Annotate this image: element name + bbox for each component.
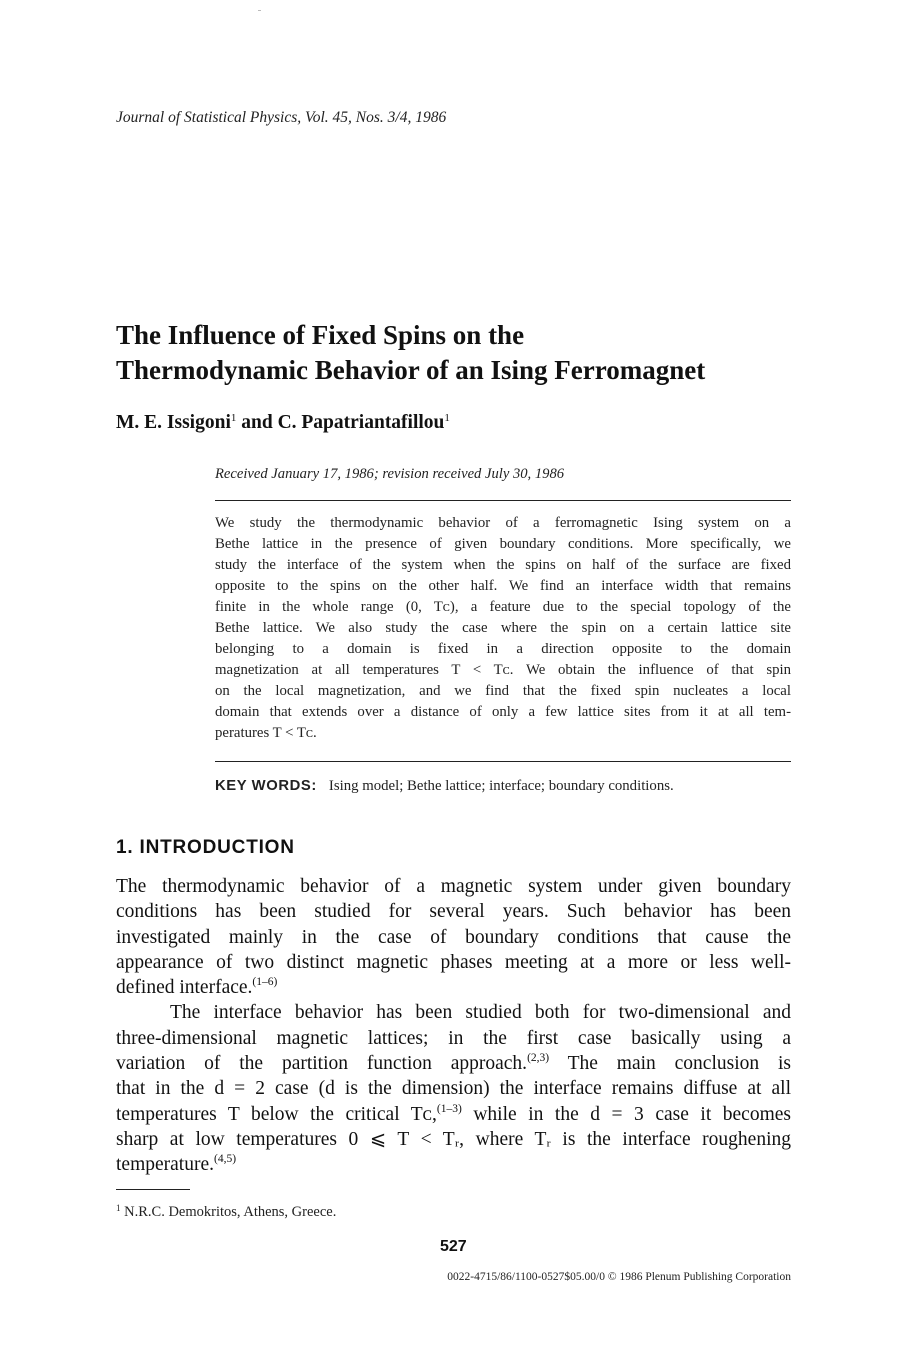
abstract-line: Bethe lattice. We also study the case where the spin on a certain lattice site [215, 620, 791, 636]
received-dates: Received January 17, 1986; revision received July 30, 1986 [215, 466, 565, 482]
body-line: temperatures T below the critical Tᴄ,$^{(1-3)}$ while in the d = 3 case it becomes [116, 1102, 791, 1125]
citation-ref: (1–3) [436, 1102, 462, 1115]
body-line: The interface behavior has been studied both for two-dimensional and [170, 1002, 791, 1024]
citation-ref: (4,5) [214, 1153, 237, 1166]
body-line: investigated mainly in the case of boundary conditions that cause the [116, 926, 791, 948]
journal-citation: Journal of Statistical Physics, Vol. 45, Nos. 3/4, 1986 [116, 109, 447, 126]
key-words [215, 778, 674, 795]
scan-speck [258, 10, 261, 11]
abstract-top-rule [215, 500, 791, 501]
key-words-label: KEY WORDS: [215, 778, 317, 794]
abstract-line: We study the thermodynamic behavior of a ferromagnetic Ising system on a [215, 515, 791, 531]
author-2: C. Papatriantafillou [277, 412, 445, 433]
title-line-2: Thermodynamic Behavior of an Ising Ferromagnet [116, 355, 706, 385]
footnote [116, 1204, 336, 1221]
body-line: The thermodynamic behavior of a magnetic system under given boundary [116, 876, 791, 897]
abstract-line: belonging to a domain is fixed in a direction opposite to the domain [215, 641, 791, 657]
abstract-line: study the interface of the system when the spins on half of the surface are fixed [215, 557, 791, 573]
body-line: that in the d = 2 case (d is the dimension) the interface remains diffuse at all [116, 1078, 791, 1100]
section-heading: 1. INTRODUCTION [116, 837, 295, 858]
author-conjunction: and [241, 412, 273, 433]
title-line-1: The Influence of Fixed Spins on the [116, 320, 525, 350]
abstract [215, 513, 791, 744]
author-list [116, 412, 450, 434]
abstract-line: peratures T < Tᴄ. [215, 725, 317, 741]
page-number: 527 [440, 1238, 467, 1255]
abstract-line: domain that extends over a distance of only a few lattice sites from it at all tem- [215, 704, 791, 720]
copyright-line: 0022-4715/86/1100-0527$05.00/0 © 1986 Plenum Publishing Corporation [447, 1271, 791, 1283]
body-line: appearance of two distinct magnetic phases meeting at a more or less well- [116, 951, 791, 973]
body-line: defined interface.$^{(1-6)}$ [116, 976, 278, 999]
abstract-line: finite in the whole range (0, Tᴄ), a feature due to the special topology of the [215, 599, 791, 615]
paper-title [116, 318, 816, 388]
abstract-line: opposite to the spins on the other half. We find an interface width that remains [215, 578, 791, 594]
footnote-mark: 1 [116, 1203, 121, 1213]
author-1-affiliation-mark: 1 [230, 412, 237, 424]
body-line: conditions has been studied for several years. Such behavior has been [116, 901, 791, 923]
body-line: variation of the partition function approach.$^{(2,3)}$ The main conclusion is [116, 1052, 791, 1075]
footnote-text: N.R.C. Demokritos, Athens, Greece. [124, 1204, 337, 1220]
body-line: three-dimensional magnetic lattices; in the first case basically using a [116, 1027, 791, 1049]
abstract-line: Bethe lattice in the presence of given boundary conditions. More specifically, we [215, 536, 791, 552]
body-line: sharp at low temperatures 0 ⩽ T < Tᵣ, where Tᵣ is the interface roughening [116, 1128, 791, 1150]
citation-ref: (2,3) [527, 1052, 550, 1065]
abstract-bottom-rule [215, 761, 791, 762]
citation-ref: (1–6) [252, 976, 278, 989]
body-text [116, 874, 791, 1178]
abstract-line: on the local magnetization, and we find that the fixed spin nucleates a local [215, 683, 791, 699]
key-words-text: Ising model; Bethe lattice; interface; boundary conditions. [328, 778, 674, 794]
body-line: temperature.$^{(4,5)}$ [116, 1153, 237, 1176]
footnote-rule [116, 1189, 190, 1190]
author-1: M. E. Issigoni [116, 412, 231, 433]
author-2-affiliation-mark: 1 [444, 412, 450, 424]
abstract-line: magnetization at all temperatures T < Tᴄ. We obtain the influence of that spin [215, 662, 791, 678]
